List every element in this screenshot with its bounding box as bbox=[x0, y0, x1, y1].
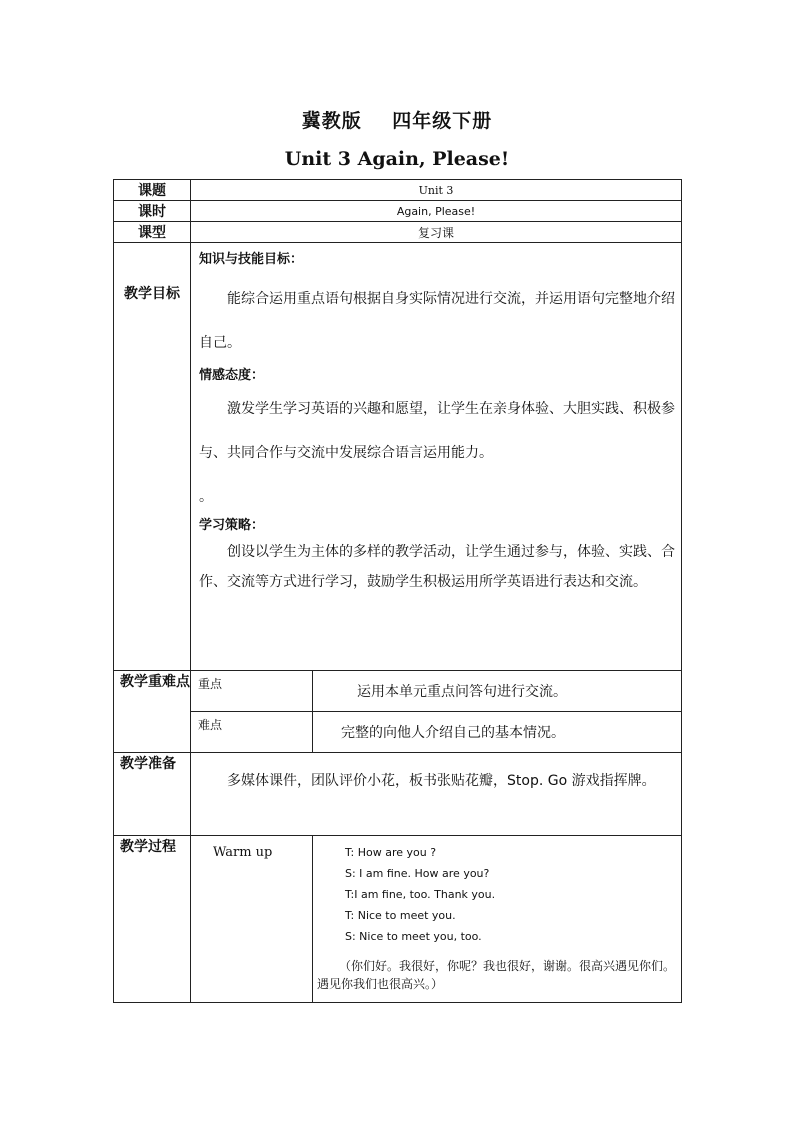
row-period bbox=[114, 201, 682, 222]
value-type: 复习课 bbox=[191, 222, 682, 243]
goals-strategy-heading: 学习策略： bbox=[199, 518, 265, 533]
lesson-plan-table bbox=[113, 179, 682, 1003]
stage-warm-up: Warm up bbox=[191, 836, 313, 1003]
dialog-line: S: I am fine. How are you? bbox=[345, 867, 490, 880]
prep-text: 多媒体课件，团队评价小花，板书张贴花瓣，Stop. Go 游戏指挥牌。 bbox=[227, 773, 656, 789]
dialog-line: S: Nice to meet you, too. bbox=[345, 930, 482, 943]
unit-title: Unit 3 Again, Please! bbox=[284, 148, 510, 170]
dialog-line: T:I am fine, too. Thank you. bbox=[345, 888, 496, 901]
dialog-translation: （你们好。我很好，你呢？我也很好，谢谢。很高兴遇见你们。遇见你我们也很高兴。） bbox=[317, 959, 676, 991]
label-keypoints: 教学重难点 bbox=[114, 671, 191, 753]
key-point-label: 重点 bbox=[191, 671, 313, 712]
value-topic: Unit 3 bbox=[191, 180, 682, 201]
dialog-line: T: Nice to meet you. bbox=[345, 909, 456, 922]
row-topic bbox=[114, 180, 682, 201]
goals-strategy-text: 创设以学生为主体的多样的教学活动，让学生通过参与，体验、实践、合作、交流等方式进行学习，鼓励学生积极运用所学英语进行表达和交流。 bbox=[199, 544, 675, 590]
value-period: Again, Please! bbox=[191, 201, 682, 222]
label-process: 教学过程 bbox=[114, 836, 191, 1003]
dialog-content bbox=[313, 836, 682, 1003]
label-period: 课时 bbox=[114, 201, 191, 222]
label-type: 课型 bbox=[114, 222, 191, 243]
prep-content bbox=[191, 753, 682, 836]
difficult-point-label: 难点 bbox=[191, 712, 313, 753]
document-title: 冀教版 四年级下册 bbox=[301, 110, 493, 132]
goals-dot: 。 bbox=[199, 489, 213, 505]
label-topic: 课题 bbox=[114, 180, 191, 201]
goals-emotion-heading: 情感态度： bbox=[199, 368, 265, 383]
row-process bbox=[114, 836, 682, 1003]
key-point-text: 运用本单元重点问答句进行交流。 bbox=[313, 671, 682, 712]
dialog-line: T: How are you ? bbox=[345, 846, 437, 859]
row-key-point bbox=[114, 671, 682, 712]
difficult-point-text: 完整的向他人介绍自己的基本情况。 bbox=[313, 712, 682, 753]
row-type bbox=[114, 222, 682, 243]
row-difficult-point bbox=[114, 712, 682, 753]
goals-knowledge-heading: 知识与技能目标： bbox=[199, 252, 304, 267]
label-goals: 教学目标 bbox=[114, 243, 191, 671]
row-goals bbox=[114, 243, 682, 671]
goals-content bbox=[191, 243, 682, 671]
row-prep bbox=[114, 753, 682, 836]
goals-knowledge-text: 能综合运用重点语句根据自身实际情况进行交流，并运用语句完整地介绍自己。 bbox=[199, 291, 675, 351]
goals-emotion-text: 激发学生学习英语的兴趣和愿望，让学生在亲身体验、大胆实践、积极参与、共同合作与交流中发展综合语言运用能力。 bbox=[199, 401, 675, 461]
label-prep: 教学准备 bbox=[114, 753, 191, 836]
